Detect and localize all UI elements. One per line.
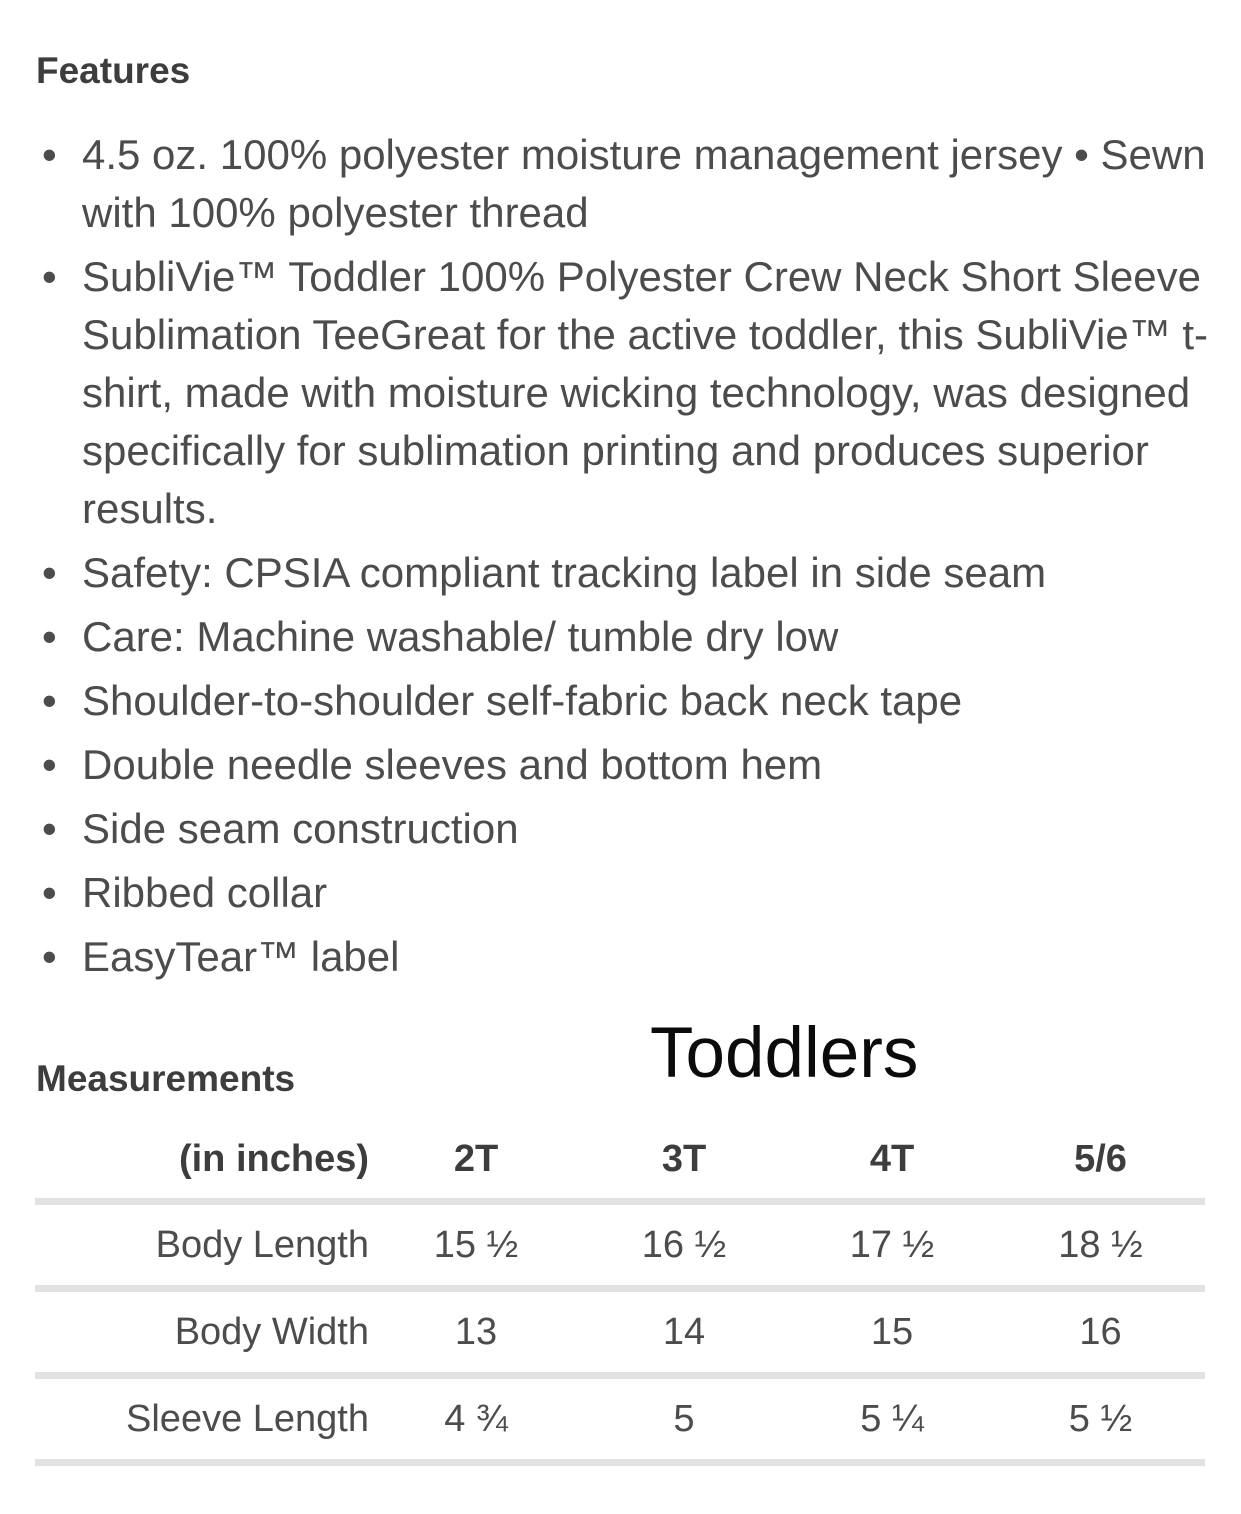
feature-item <box>42 800 1211 858</box>
feature-item-text: Side seam construction <box>82 804 519 852</box>
size-table-header-row <box>35 1120 1205 1202</box>
feature-item <box>42 544 1211 602</box>
size-value: 18 ½ <box>996 1202 1205 1289</box>
size-table <box>35 1120 1205 1466</box>
feature-item <box>42 248 1211 538</box>
column-header-3t: 3T <box>580 1120 788 1202</box>
bullet-icon: • <box>42 740 57 788</box>
row-label: Body Length <box>35 1202 372 1289</box>
feature-item <box>42 126 1211 242</box>
features-list <box>0 126 1211 986</box>
bullet-icon: • <box>42 548 57 596</box>
feature-item-text: Ribbed collar <box>82 868 328 916</box>
measurements-heading: Measurements <box>36 1058 296 1099</box>
feature-item-text: Care: Machine washable/ tumble dry low <box>82 612 839 660</box>
row-label: Sleeve Length <box>35 1376 372 1463</box>
feature-item-text: EasyTear™ label <box>82 932 400 980</box>
measurements-header <box>0 1012 1241 1120</box>
size-table-body <box>35 1202 1205 1463</box>
bullet-icon: • <box>42 612 57 660</box>
size-value: 16 ½ <box>580 1202 788 1289</box>
size-value: 15 ½ <box>372 1202 580 1289</box>
features-heading: Features <box>36 50 191 91</box>
feature-item <box>42 864 1211 922</box>
bullet-icon: • <box>42 868 57 916</box>
table-row-sleeve-length <box>35 1376 1205 1463</box>
table-row-body-width <box>35 1289 1205 1376</box>
size-value: 17 ½ <box>788 1202 996 1289</box>
size-value: 5 ¼ <box>788 1376 996 1463</box>
feature-item <box>42 928 1211 986</box>
measurements-section <box>0 1012 1241 1466</box>
size-value: 14 <box>580 1289 788 1376</box>
bullet-icon: • <box>42 252 57 300</box>
feature-item-text: Shoulder-to-shoulder self-fabric back neck tape <box>82 676 963 724</box>
feature-item-text: SubliVie™ Toddler 100% Polyester Crew Neck Short Sleeve Sublimation TeeGreat for the active toddler, this SubliVie™ t-shirt, made with moisture wicking technology, was designed specifically for sublimation printing and produces superior results. <box>82 252 1209 532</box>
bullet-icon: • <box>42 932 57 980</box>
feature-item <box>42 608 1211 666</box>
size-value: 16 <box>996 1289 1205 1376</box>
feature-item <box>42 672 1211 730</box>
bullet-icon: • <box>42 130 57 178</box>
column-header-2t: 2T <box>372 1120 580 1202</box>
bullet-icon: • <box>42 804 57 852</box>
size-table-title: Toddlers <box>650 1014 919 1093</box>
feature-item <box>42 736 1211 794</box>
column-header-5-6: 5/6 <box>996 1120 1205 1202</box>
size-value: 5 ½ <box>996 1376 1205 1463</box>
size-table-head <box>35 1120 1205 1202</box>
column-header-4t: 4T <box>788 1120 996 1202</box>
size-value: 5 <box>580 1376 788 1463</box>
unit-label: (in inches) <box>35 1120 372 1202</box>
size-value: 13 <box>372 1289 580 1376</box>
bullet-icon: • <box>42 676 57 724</box>
feature-item-text: Double needle sleeves and bottom hem <box>82 740 823 788</box>
table-row-body-length <box>35 1202 1205 1289</box>
feature-item-text: Safety: CPSIA compliant tracking label in side seam <box>82 548 1047 596</box>
size-value: 15 <box>788 1289 996 1376</box>
feature-item-text: 4.5 oz. 100% polyester moisture management jersey • Sewn with 100% polyester thread <box>82 130 1206 236</box>
row-label: Body Width <box>35 1289 372 1376</box>
size-value: 4 ¾ <box>372 1376 580 1463</box>
